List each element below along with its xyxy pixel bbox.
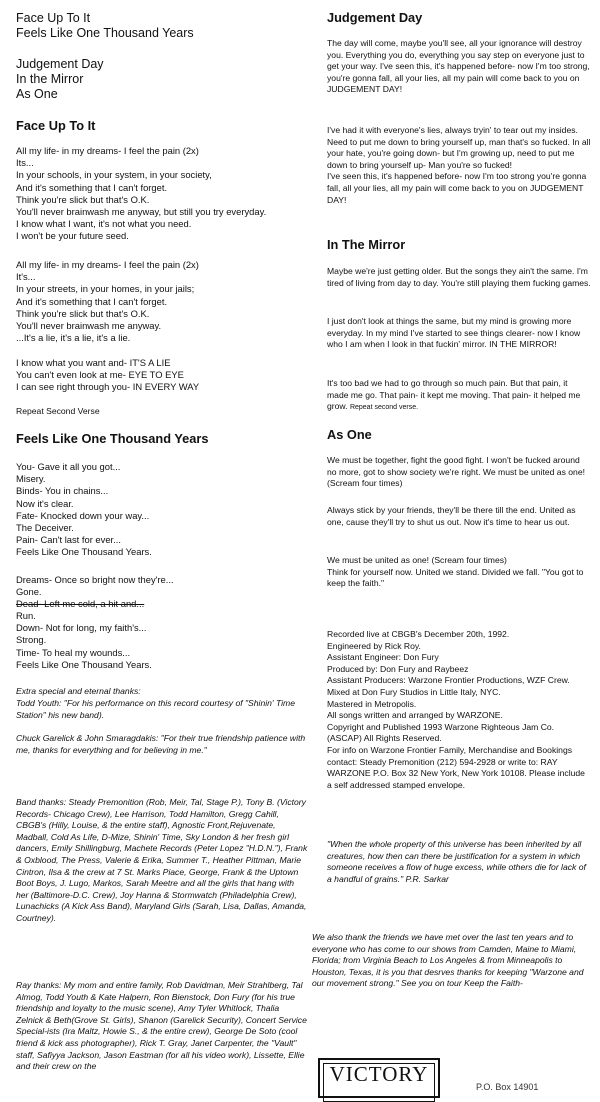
mirror-title: In The Mirror — [327, 237, 406, 252]
face-up-title: Face Up To It — [16, 118, 96, 133]
victory-logo-text: VICTORY — [329, 1062, 429, 1086]
face-up-repeat: Repeat Second Verse — [16, 406, 100, 416]
chuck-john-thanks: Chuck Garelick & John Smaragdakis: "For their true friendship patience with me, thanks for everything and for believing in me." — [16, 733, 306, 755]
feels-like-verse-2b: Run. Down- Not for long, my faith's... Strong. Time- To heal my wounds... Feels Like One Thousand Years. — [16, 610, 152, 670]
mirror-verse-2: I just don't look at things the same, but my mind is growing more everyday. In my mind I've started to see things clearer- now I know who I am when I look in that fuckin' mirror. IN THE MIRROR! — [327, 316, 581, 350]
as-one-verse-2: Always stick by your friends, they'll be there till the end. United as one, cause they'll try to shut us out. Now it's time to hear us out. — [327, 505, 576, 527]
face-up-verse-2: All my life- in my dreams- I feel the pain (2x) It's... In your streets, in your homes, in your jails; And it's something that I can't forget. Think you're slick but that's O.K. You'll never brainwash me anyway. ...It's a lie, it's a lie, it's a lie. — [16, 259, 199, 344]
as-one-verse-3: We must be united as one! (Scream four times) Think for yourself now. United we stand. Divided we fall. "You got to keep the faith." — [327, 555, 584, 589]
face-up-verse-1: All my life- in my dreams- I feel the pain (2x) Its... In your schools, in your system, in your society, And it's something that I can't forget. Think you're slick but that's O.K. You'll never brainwash me anyway, but still you try everyday. I know what I want, it's not what you need. I won't be your future seed. — [16, 145, 267, 242]
mirror-repeat: Repeat second verse. — [349, 404, 419, 412]
feels-like-struck-line: Dead- Left me cold, a hit and... — [16, 598, 145, 609]
feels-like-verse-2a: Dreams- Once so bright now they're... Gone. — [16, 574, 174, 598]
mirror-verse-1: Maybe we're just getting older. But the songs they ain't the same. I'm tired of living from day to day. You're still playing them fucking games. — [327, 266, 591, 288]
judgement-day-verse-1: The day will come, maybe you'll see, all your ignorance will destroy you. Everything you do, everything you say step on everyone just to get your way. I've seen this, it's happened before- now I'm too strong, you're gonna fall, all your lies, all my pain will come back to you on JUDGEMENT DAY! — [327, 38, 590, 95]
face-up-verse-3: I know what you want and- IT'S A LIE You can't even look at me- EYE TO EYE I can see right through you- IN EVERY WAY — [16, 357, 200, 393]
track-list-top: Face Up To It Feels Like One Thousand Years — [16, 11, 194, 40]
band-thanks: Band thanks: Steady Premonition (Rob, Meir, Tal, Stage P.), Tony B. (Victory Records- Chicago Crew), Lee Harrison, Todd Hamilton, Gregg Cahill, CBGB's (Hilly, Louise, & the entire staff), Agnostic Front,Rejuvenate, Madball, Cold As Life, D-Mize, Shinin' Time, Sky London & her fresh girl dancers, Emily Shillingburg, Machete Records (Peter Lopez "H.D.N."), Frank & Oxblood, The Press, Valerie & Erika, Summer T., Heather Pittman, Marie Cintron, Ilsa & the crew at 7 St. Marks Piace, George, Frank & the Uptown Boot Boys, J. Lugo, Markos, Sarah Meetre and all the girls that hang with her (Baltimore-D.C. Crew), Joy Hanna & Stormwatch (Philadelphia Crew), Lunachicks (A Kick Ass Band), Maryland Girls (Sarah, Lisa, Dallas, Amanda, Courtney). — [16, 797, 308, 923]
feels-like-verse-1: You- Gave it all you got... Misery. Binds- You in chains... Now it's clear. Fate- Knocked down your way... The Deceiver. Pain- Can't last for ever... Feels Like One Thousand Years. — [16, 461, 152, 558]
sarkar-quote: "When the whole property of this universe has been inherited by all creatures, how then can there be justification for a system in which someone receives a flow of huge excess, while others die for lack of a handful of grains." P.R. Sarkar — [327, 839, 586, 884]
po-box: P.O. Box 14901 — [476, 1082, 539, 1092]
as-one-verse-1: We must be together, fight the good fight. I won't be fucked around no more, got to show society we're right. We must be united as one! (Scream four times) — [327, 455, 585, 489]
ray-thanks: Ray thanks: My mom and entire family, Rob Davidman, Meir Strahlberg, Tal Almog, Todd Youth & Kate Halpern, Ron Bienstock, Don Fury (for his true friendship and loyalty to the music scene), Amy Tyler Whitlock, Thalia Zelnick & Beth(Grove St. Girls), Shanon (Garelick Security), Concert Service Special-ists (Ira Maltz, Howie S., & the entire crew), George De Soto (cool friend & kick ass photographer), Rick T. Gray, Janet Carpenter, the "Vault" staff, Safiyya Jackson, Jason Eastman (for all his video work), Lissette, Ellie and their crew on the — [16, 980, 307, 1072]
track-list-bottom: Judgement Day In the Mirror As One — [16, 57, 104, 101]
as-one-title: As One — [327, 427, 372, 442]
friends-thanks: We also thank the friends we have met over the last ten years and to everyone who has come to our shows from Camden, Maine to Miami, Florida; from Virginia Beach to Los Angeles & from Minneapolis to Houston, Texas, it is you that desrves thanks for keeping "Warzone and our movement strong." See you on tour Keep the Faith- — [312, 932, 584, 989]
todd-youth-thanks: Todd Youth: "For his performance on this record courtesy of "Shinin' Time Station" his new band). — [16, 698, 295, 720]
judgement-day-verse-2: I've had it with everyone's lies, always tryin' to tear out my insides. Need to put me down to bring yourself up, man that's so fucked. In all your hate, you're going down- but I'm growing up, need to put me down to bring yourself up- Man you're so fucked! I've seen this, it's happened before- now I'm too strong you're gonna fall, all your lies, all my pain will come back to you on JUDGEMENT DAY! — [327, 125, 591, 205]
special-thanks-heading: Extra special and eternal thanks: — [16, 686, 141, 696]
feels-like-title: Feels Like One Thousand Years — [16, 431, 209, 446]
victory-logo — [318, 1058, 440, 1098]
recording-credits: Recorded live at CBGB's December 20th, 1992. Engineered by Rick Roy. Assistant Engineer: Don Fury Produced by: Don Fury and Raybeez Assistant Producers: Warzone Frontier Productions, WZF Crew. Mixed at Don Fury Studios in Little Italy, NYC. Mastered in Metropolis. All songs written and arranged by WARZONE. Copyright and Published 1993 Warzone Righteous Jam Co. (ASCAP) All Rights Reserved. For info on Warzone Frontier Family, Merchandise and Bookings contact: Steady Premonition (212) 594-2928 or write to: RAY WARZONE P.O. Box 32 New York, New York 10108. Please include a self addressed stamped envelope. — [327, 629, 585, 790]
judgement-day-title: Judgement Day — [327, 10, 423, 25]
mirror-verse-3: It's too bad we had to go through so much pain. But that pain, it made me go. That pain- it kept me moving. That pain- it helped me grow. Repeat second verse. — [327, 378, 581, 412]
